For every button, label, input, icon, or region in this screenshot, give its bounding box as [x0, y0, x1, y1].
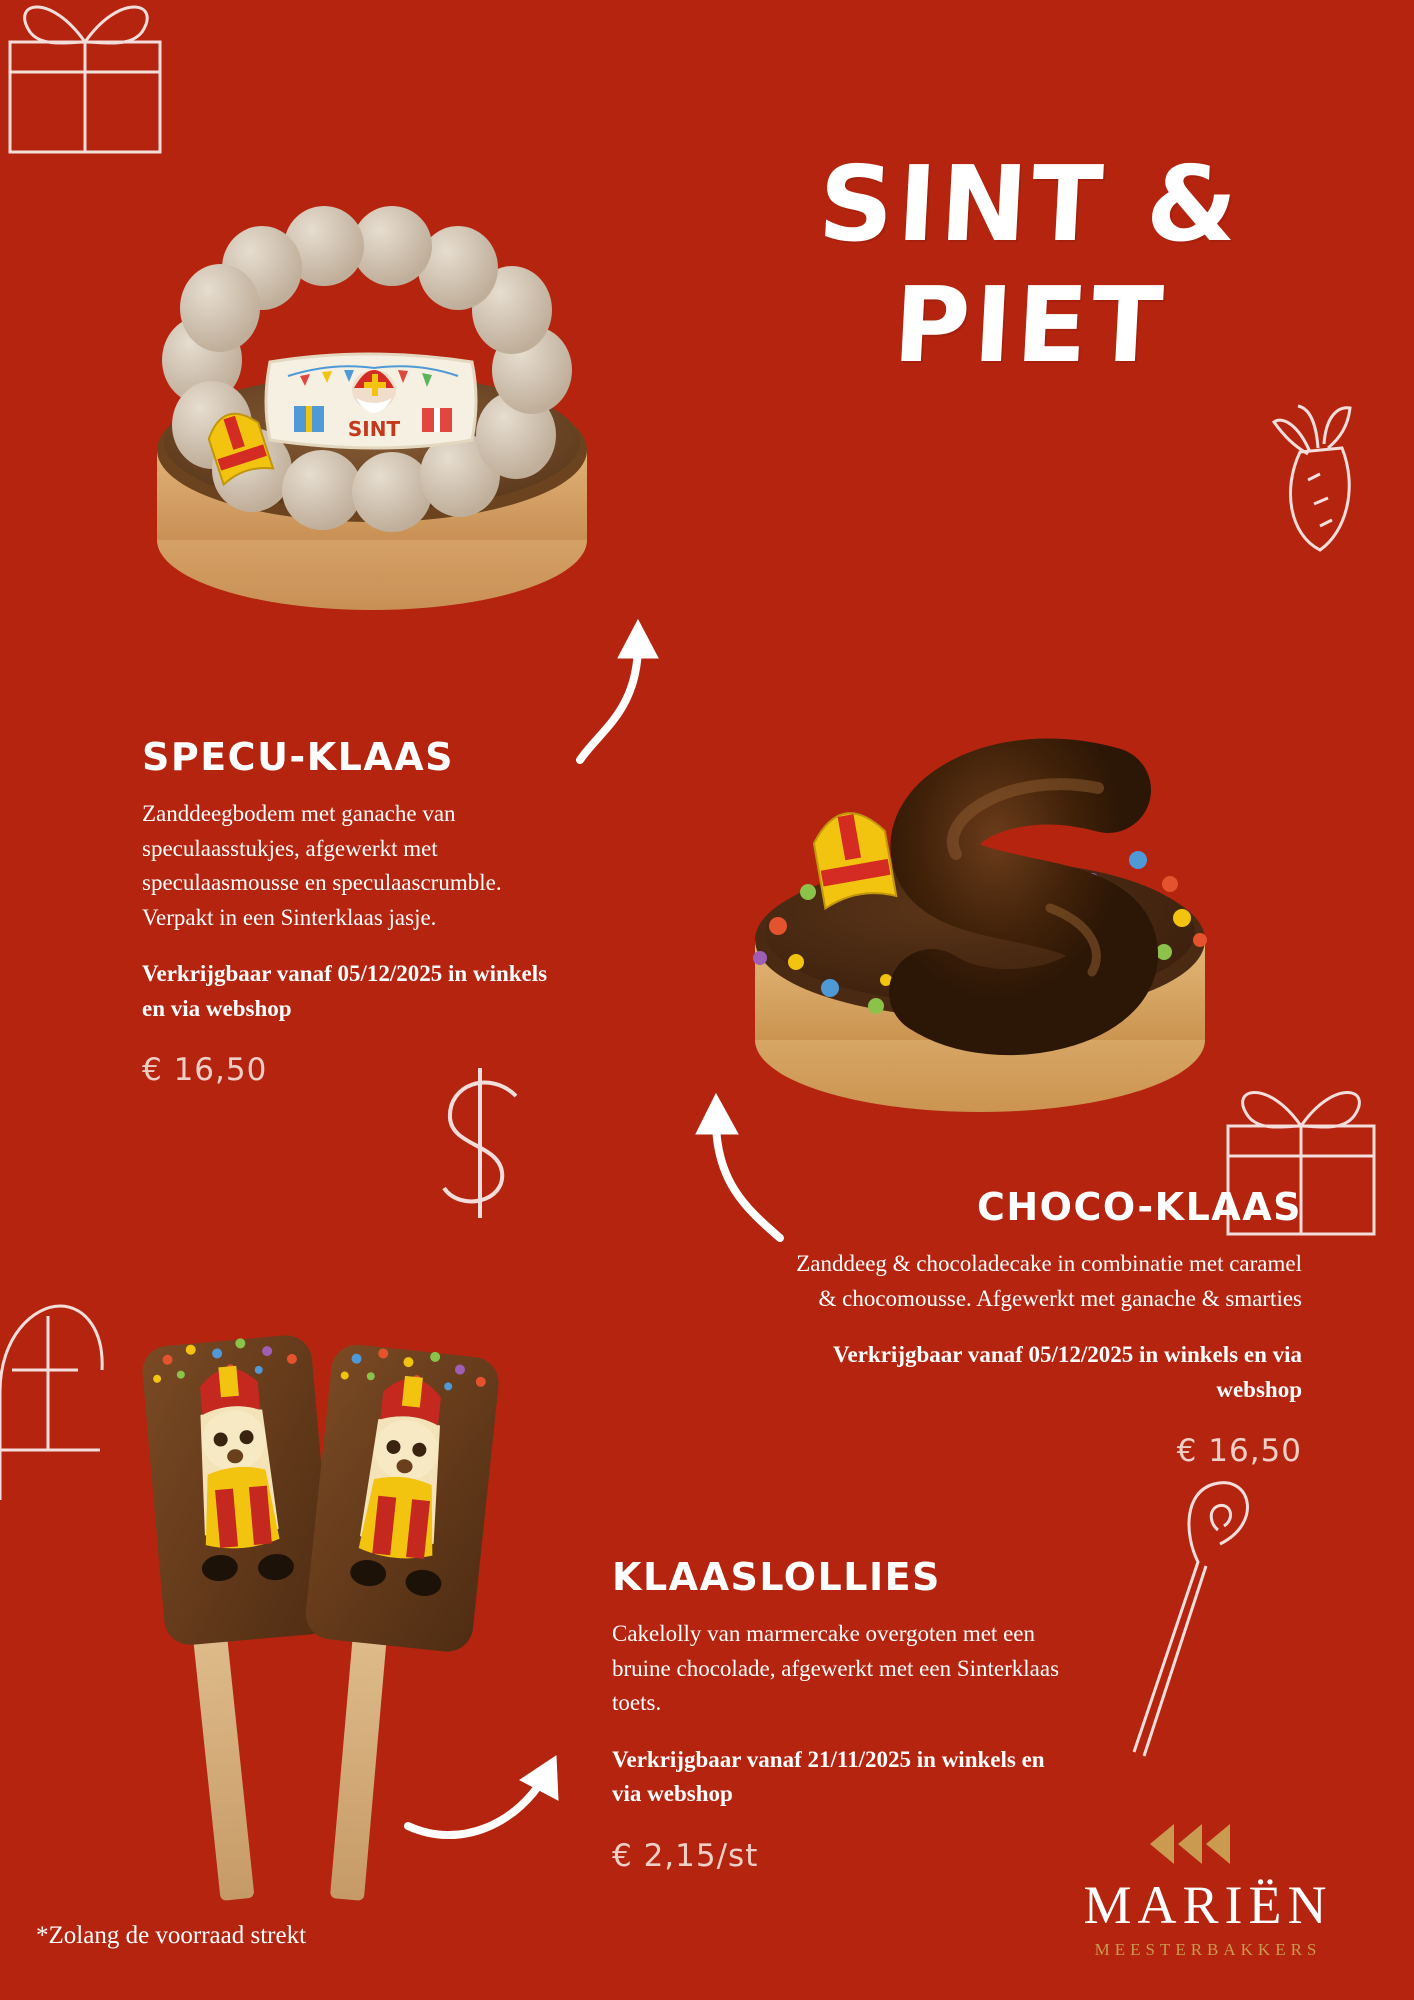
product-availability-choco-klaas: Verkrijgbaar vanaf 05/12/2025 in winkels en via webshop	[833, 1342, 1302, 1402]
product-description-specu-klaas: Zanddeegbodem met ganache van speculaasstukjes, afgewerkt met speculaasmousse en speculaascrumble. Verpakt in een Sinterklaas jasje.	[142, 801, 502, 930]
brand-name: MARIËN	[1083, 1875, 1333, 1935]
product-availability-specu-klaas: Verkrijgbaar vanaf 05/12/2025 in winkels en via webshop	[142, 961, 548, 1021]
svg-text:SINT: SINT	[347, 417, 401, 441]
product-title-specu-klaas: SPECU-KLAAS	[142, 735, 455, 779]
product-description-choco-klaas: Zanddeeg & chocoladecake in combinatie met caramel & chocomousse. Afgewerkt met ganache & smarties	[796, 1251, 1302, 1311]
product-price-klaaslollies: € 2,15/st	[612, 1837, 759, 1874]
product-price-specu-klaas: € 16,50	[142, 1052, 268, 1088]
product-block-choco-klaas	[782, 1185, 1302, 1469]
brand-logo	[1058, 1821, 1358, 1960]
brand-tagline: MEESTERBAKKERS	[1094, 1940, 1322, 1959]
wheat-chevrons-icon	[1148, 1821, 1268, 1867]
product-availability-klaaslollies: Verkrijgbaar vanaf 21/11/2025 in winkels en via webshop	[612, 1746, 1045, 1806]
gift-icon	[0, 0, 190, 172]
choco-taart-foto	[700, 640, 1260, 1140]
title-line-2: PIET	[890, 264, 1170, 387]
product-description-klaaslollies: Cakelolly van marmercake overgoten met een bruine chocolade, afgewerkt met een Sinterklaas toets.	[612, 1621, 1060, 1715]
product-title-klaaslollies: KLAASLOLLIES	[612, 1555, 941, 1599]
product-price-choco-klaas: € 16,50	[1176, 1433, 1302, 1469]
arrow-to-specu-icon	[560, 610, 720, 770]
product-block-klaaslollies	[612, 1555, 1062, 1874]
staf-icon	[1114, 1470, 1274, 1770]
product-block-specu-klaas	[142, 735, 562, 1088]
speculaas-taart-foto	[92, 150, 652, 650]
product-title-choco-klaas: CHOCO-KLAAS	[976, 1185, 1302, 1229]
arrow-to-lollies-icon	[400, 1740, 580, 1850]
title-line-1: SINT &	[815, 143, 1245, 265]
carrot-icon	[1262, 400, 1382, 560]
mijter-icon	[0, 1300, 112, 1510]
footnote: *Zolang de voorraad strekt	[36, 1922, 307, 1949]
poster-title	[740, 143, 1320, 387]
